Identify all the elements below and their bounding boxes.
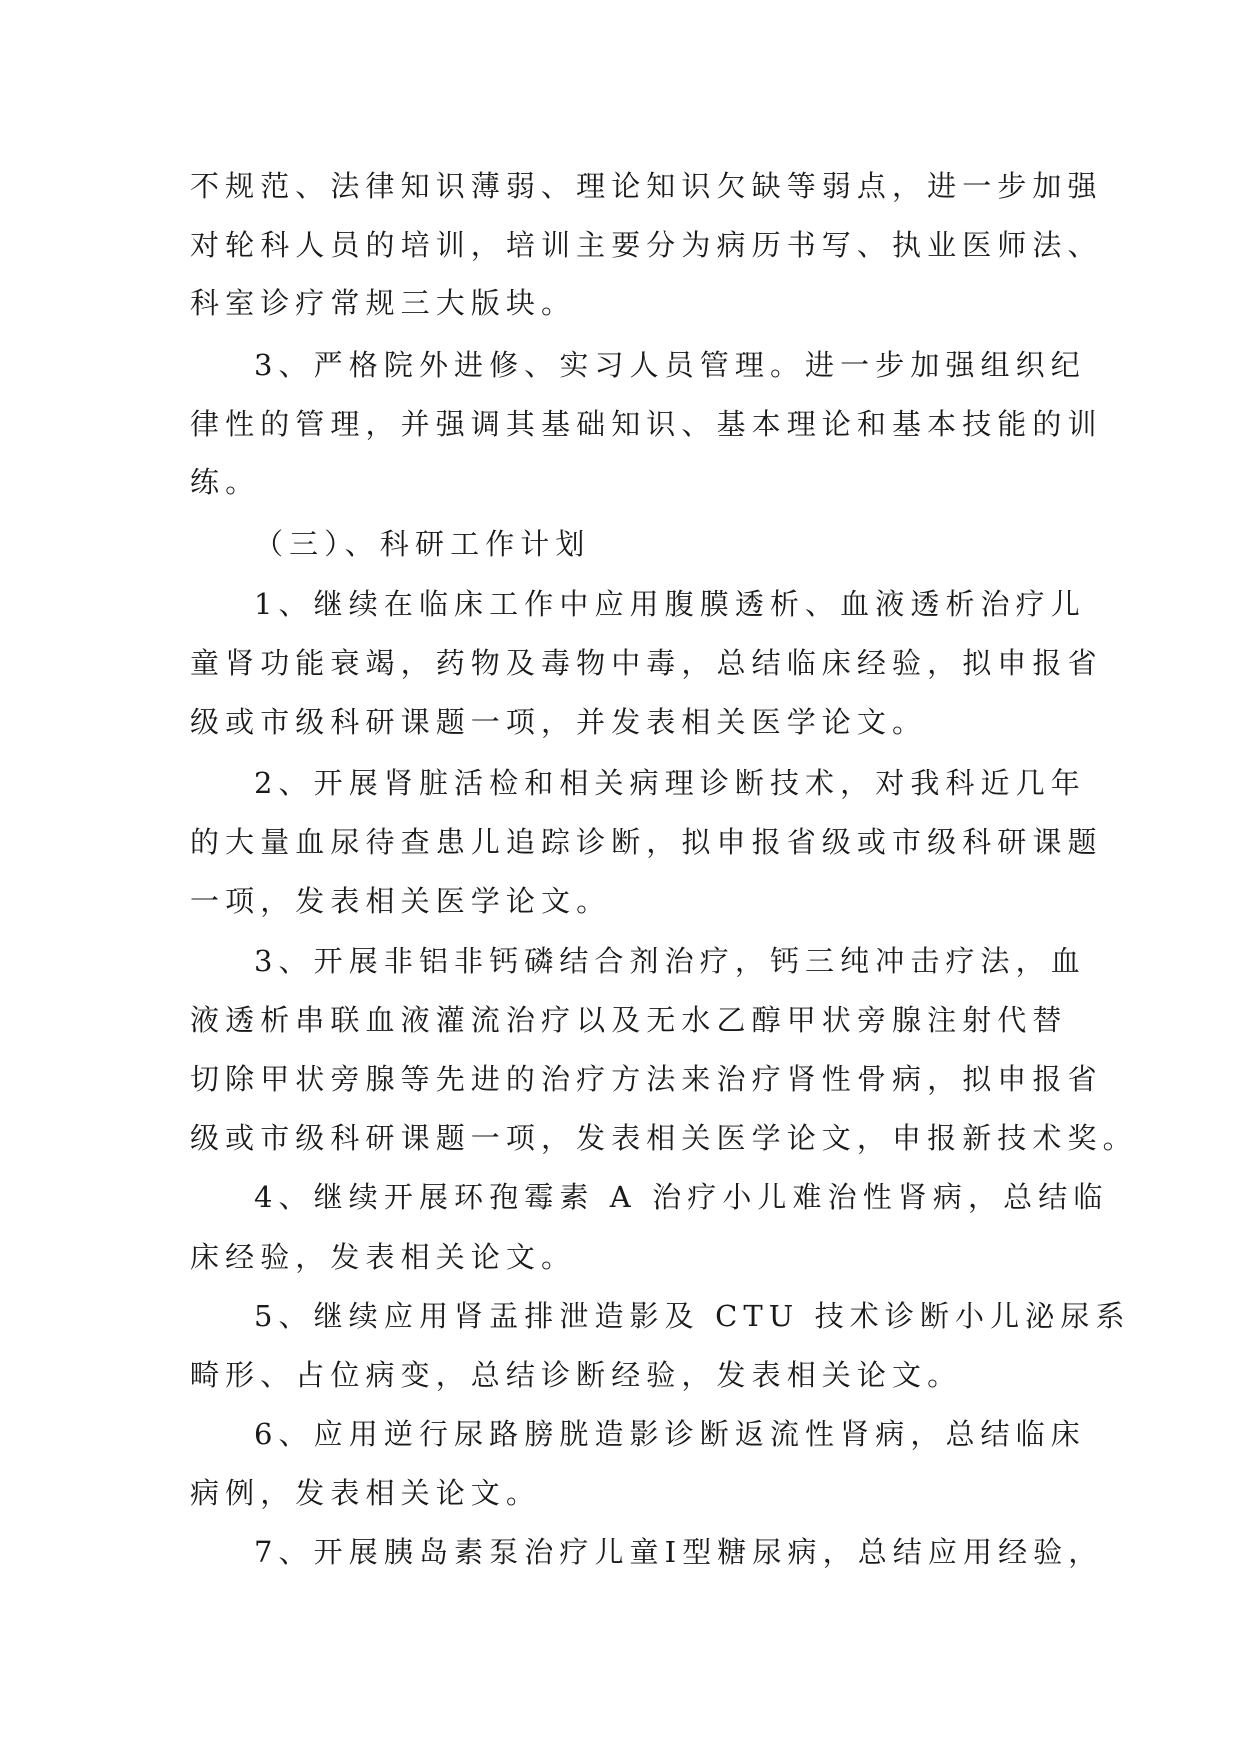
paragraph-line: 不规范、法律知识薄弱、理论知识欠缺等弱点，进一步加强 (190, 169, 1103, 203)
paragraph-line: 畸形、占位病变，总结诊断经验，发表相关论文。 (190, 1358, 963, 1392)
paragraph-line: 6、应用逆行尿路膀胱造影诊断返流性肾病，总结临床 (254, 1417, 1086, 1451)
paragraph-line: 童肾功能衰竭，药物及毒物中毒，总结临床经验，拟申报省 (190, 646, 1103, 680)
paragraph-line: 3、开展非铝非钙磷结合剂治疗，钙三纯冲击疗法，血 (254, 944, 1086, 978)
paragraph-line: 液透析串联血液灌流治疗以及无水乙醇甲状旁腺注射代替 (190, 1003, 1068, 1037)
paragraph-line: 7、开展胰岛素泵治疗儿童Ⅰ型糖尿病，总结应用经验， (254, 1535, 1104, 1569)
paragraph-line: 级或市级科研课题一项，发表相关医学论文，申报新技术奖。 (190, 1121, 1138, 1155)
paragraph-line: 病例，发表相关论文。 (190, 1476, 542, 1510)
paragraph-line: 2、开展肾脏活检和相关病理诊断技术，对我科近几年 (254, 766, 1086, 800)
paragraph-line: 科室诊疗常规三大版块。 (190, 286, 577, 320)
paragraph-line: 练。 (190, 465, 261, 499)
paragraph-line: 3、严格院外进修、实习人员管理。进一步加强组织纪 (254, 348, 1086, 382)
section-heading: （三）、科研工作计划 (254, 527, 591, 561)
paragraph-line: 床经验，发表相关论文。 (190, 1240, 577, 1274)
paragraph-line: 一项，发表相关医学论文。 (190, 884, 612, 918)
paragraph-line: 1、继续在临床工作中应用腹膜透析、血液透析治疗儿 (254, 587, 1086, 621)
paragraph-line: 级或市级科研课题一项，并发表相关医学论文。 (190, 705, 928, 739)
paragraph-line: 对轮科人员的培训，培训主要分为病历书写、执业医师法、 (190, 228, 1103, 262)
paragraph-line: 5、继续应用肾盂排泄造影及 CTU 技术诊断小儿泌尿系 (254, 1299, 1131, 1333)
paragraph-line: 切除甲状旁腺等先进的治疗方法来治疗肾性骨病，拟申报省 (190, 1062, 1103, 1096)
paragraph-line: 的大量血尿待查患儿追踪诊断，拟申报省级或市级科研课题 (190, 825, 1103, 859)
paragraph-line: 4、继续开展环孢霉素 A 治疗小儿难治性肾病，总结临 (254, 1180, 1109, 1214)
paragraph-line: 律性的管理，并强调其基础知识、基本理论和基本技能的训 (190, 407, 1103, 441)
